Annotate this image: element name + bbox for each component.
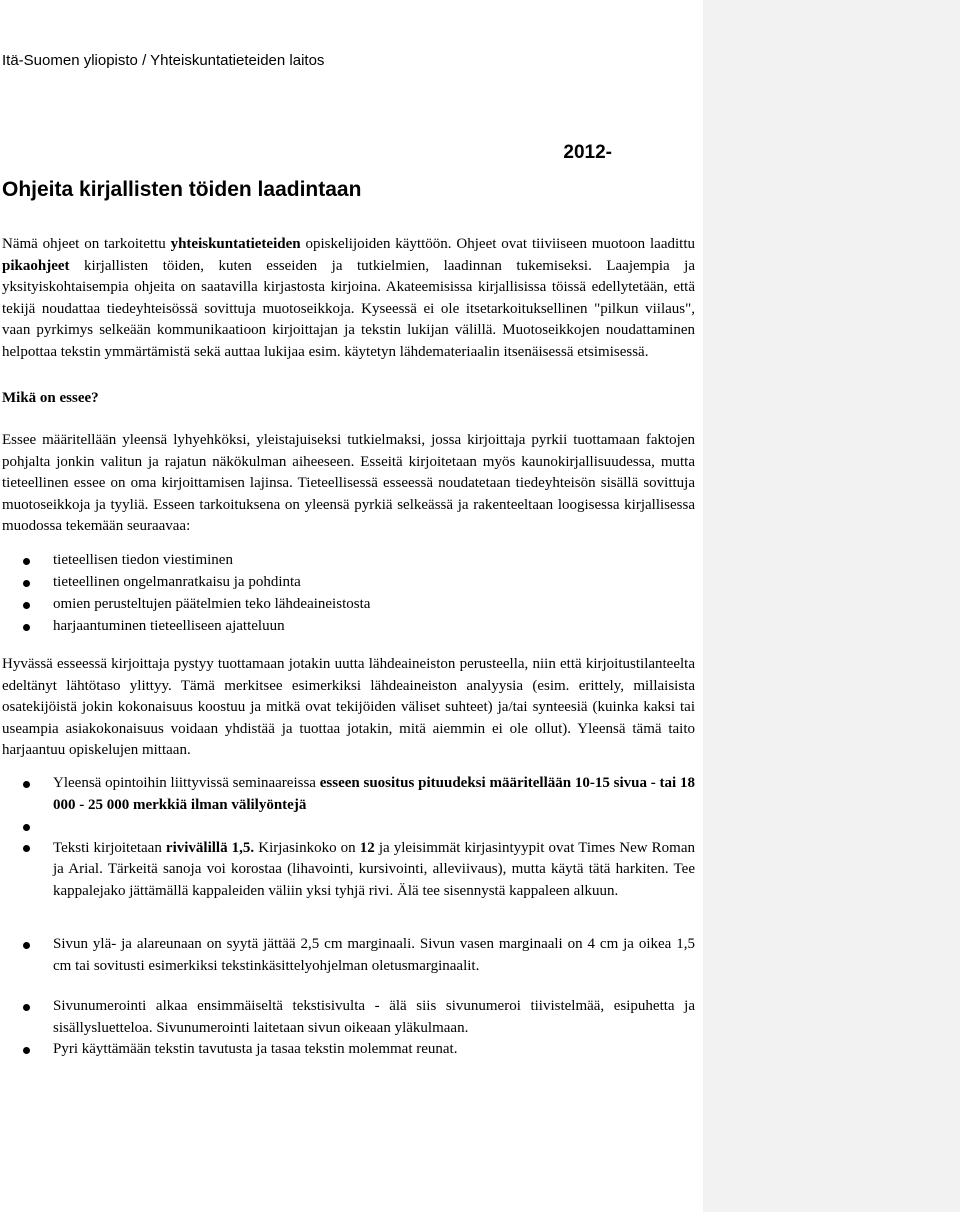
bullet-icon (23, 580, 30, 587)
rule-text: Yleensä opintoihin liittyvissä seminaareissa (53, 775, 320, 791)
section-heading: Mikä on essee? (2, 390, 99, 406)
rule-text: Sivun ylä- ja alareunaan on syytä jättää 2,5 cm marginaali. Sivun vasen marginaali on 4 cm ja oikea 1,5 cm tai sovitusti esimerkiksi tekstinkäsittelyohjelman oletusmarginaalit. (53, 936, 695, 974)
rule-bold: esseen suositus pituudeksi määritellään 10-15 sivua - tai 18 000 - 25 000 merkkiä ilman välilyöntejä (53, 775, 695, 813)
rule-item-font (0, 838, 695, 903)
document-title: Ohjeita kirjallisten töiden laadintaan (2, 178, 362, 201)
intro-text-3: kirjallisten töiden, kuten esseiden ja tutkielmien, laadinnan tukemiseksi. Laajempia ja yksityiskohtaisempia ohjeita on saatavilla kirjastosta kirjoina. Akateemisissa kirjallisissa töissä edellytetään, että tekijä noudattaa tiedeyhteisössä sovittuja muotoseikkoja. Kyseessä ei ole itsetarkoituksellinen "pilkun viilaus", vaan pyrkimys selkeään kommunikaatioon kirjoittajan ja tekstin lukijan välillä. Muotoseikkojen noudattaminen helpottaa tekstin ymmärtämistä sekä auttaa lukijaa esim. käytetyn lähdemateriaalin itsenäisessä etsimisessä. (2, 257, 695, 360)
format-rule-list (0, 773, 695, 902)
list-item (0, 572, 695, 594)
rule-item-margins (0, 934, 695, 977)
list-item (0, 550, 695, 572)
rule-item-empty (0, 816, 695, 838)
rule-bold: rivivälillä 1,5. (165, 839, 255, 856)
bullet-icon (23, 845, 30, 852)
list-item-text: omien perusteltujen päätelmien teko lähdeaineistosta (53, 596, 371, 612)
bullet-icon (23, 558, 30, 565)
essay-paragraph-2-text: Hyvässä esseessä kirjoittaja pystyy tuottamaan jotakin uutta lähdeaineiston perusteella, niin että kirjoitustilanteelta edeltänyt lähtötaso ylittyy. Tämä merkitsee esimerkiksi lähdeaineiston analyysia (esim. erittely, millaisista osatekijöistä jokin kokonaisuus koostuu ja mitkä ovat tekijöiden väliset suhteet) ja/tai synteesiä (kuinka kaksi tai useampia asiakokonaisuus voidaan yhdistää ja tuottaa jotakin, mitä aiemmin ei ole ollut). Yleensä tämä taito harjaantuu opiskelujen mittaan. (2, 656, 695, 758)
list-item (0, 594, 695, 616)
numbering-rule-list (0, 996, 695, 1061)
rule-item-length (0, 773, 695, 816)
rule-bold: 12 (359, 839, 375, 856)
rule-text: Sivunumerointi alkaa ensimmäiseltä tekstisivulta - älä siis sivunumeroi tiivistelmää, esipuhetta ja sisällysluetteloa. Sivunumerointi laitetaan sivun oikeaan yläkulmaan. (53, 998, 695, 1036)
bullet-icon (23, 602, 30, 609)
comment-margin (703, 0, 960, 1212)
intro-bold-2: pikaohjeet (2, 257, 70, 274)
rule-text: Kirjasinkoko on (254, 839, 360, 856)
list-item-text: tieteellinen ongelmanratkaisu ja pohdinta (53, 574, 301, 590)
essay-paragraph (2, 430, 695, 538)
rule-text: Teksti kirjoitetaan (53, 839, 166, 856)
rule-item-page-numbering (0, 996, 695, 1039)
year-label: 2012- (563, 142, 612, 163)
intro-text-1: Nämä ohjeet on tarkoitettu (2, 236, 171, 252)
essay-goal-list (0, 550, 695, 638)
bullet-icon (23, 781, 30, 788)
essay-paragraph-2 (2, 654, 695, 762)
list-item-text: tieteellisen tiedon viestiminen (53, 552, 233, 568)
margin-rule-list (0, 934, 695, 977)
intro-paragraph (2, 234, 695, 363)
essay-paragraph-text: Essee määritellään yleensä lyhyehköksi, yleistajuiseksi tutkielmaksi, jossa kirjoittaja pyrkii tuottamaan faktojen pohjalta jonkin valitun ja rajatun näkökulman aiheeseen. Esseitä kirjoitetaan myös kaunokirjallisuudessa, mutta tieteellinen essee on oma kirjoittamisen lajinsa. Tieteellisessä esseessä noudatetaan tiedeyhteisön sisällä sovittuja muotoseikkoja ja tyyliä. Esseen tarkoituksena on yleensä pyrkiä selkeässä ja rakenteeltaan loogisessa kirjallisessa muodossa tekemään seuraavaa: (2, 432, 695, 534)
list-item (0, 616, 695, 638)
bullet-icon (23, 824, 30, 831)
bullet-icon (23, 1004, 30, 1011)
rule-item-hyphenation (0, 1039, 695, 1061)
intro-bold-1: yhteiskuntatieteiden (170, 236, 301, 252)
rule-text: Pyri käyttämään tekstin tavutusta ja tasaa tekstin molemmat reunat. (53, 1041, 458, 1057)
rule-text: ja yleisimmät kirjasintyypit ovat Times New Roman ja Arial. Tärkeitä sanoja voi korostaa (lihavointi, kursivointi, alleviivaus), mutta käytä tätä harkiten. Tee kappalejako jättämällä kappaleiden väliin yksi tyhjä rivi. Älä tee sisennystä kappaleen alkuun. (53, 839, 695, 899)
institution-header: Itä-Suomen yliopisto / Yhteiskuntatieteiden laitos (2, 52, 325, 69)
list-item-text: harjaantuminen tieteelliseen ajatteluun (53, 618, 285, 634)
bullet-icon (23, 942, 30, 949)
bullet-icon (23, 624, 30, 631)
intro-text-2: opiskelijoiden käyttöön. Ohjeet ovat tiiviiseen muotoon laadittu (300, 236, 695, 252)
bullet-icon (23, 1047, 30, 1054)
